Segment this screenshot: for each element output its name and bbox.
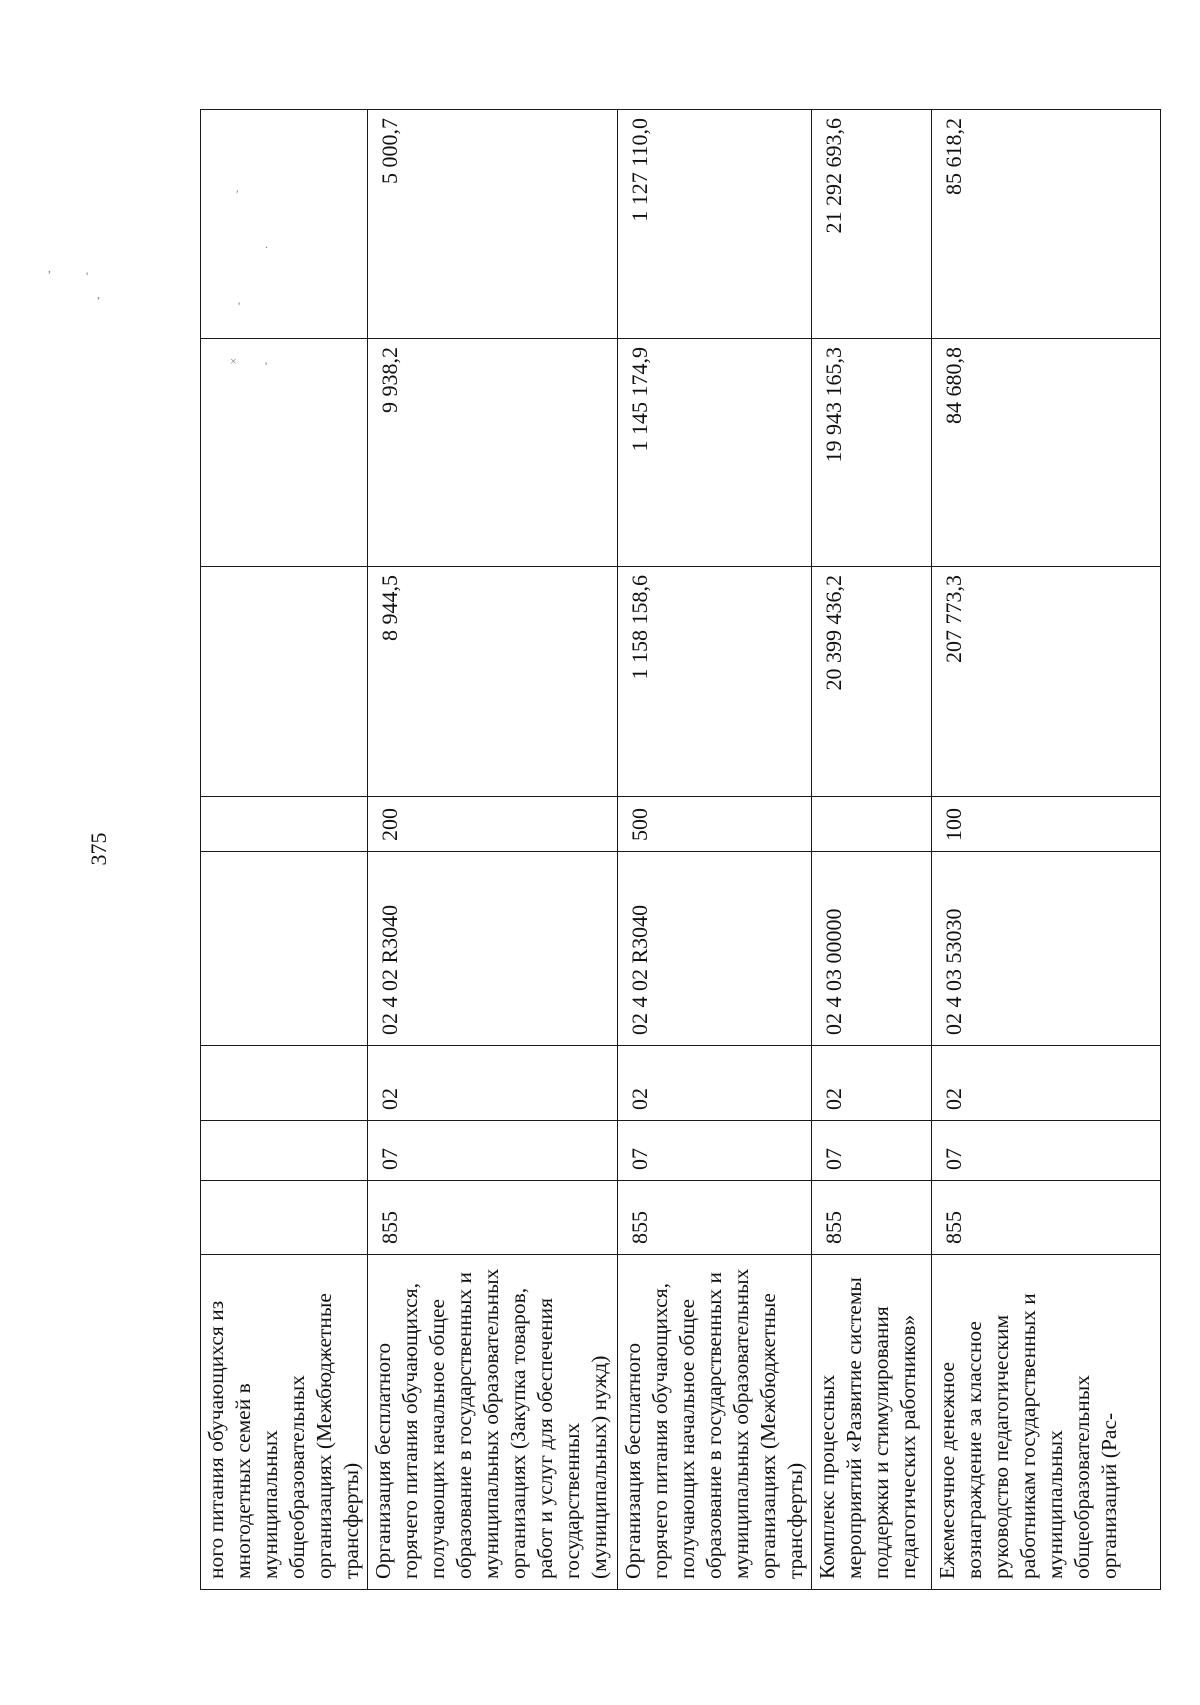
section-code-cell bbox=[201, 1121, 368, 1181]
amount-year2-cell: 84 680,8 bbox=[932, 339, 1161, 567]
scan-speck: . bbox=[265, 237, 268, 251]
row-name-cell: Ежемесячное денежное вознаграждение за классное руководство педагогическим работникам государственных и муниципальных общеобразовательных организаций (Рас- bbox=[932, 1255, 1161, 1590]
subsection-code-cell: 02 bbox=[618, 1046, 812, 1121]
section-code-cell: 07 bbox=[368, 1121, 618, 1181]
amount-year3-cell: 5 000,7 bbox=[368, 110, 618, 339]
amount-year2-cell bbox=[201, 339, 368, 567]
amount-year1-cell: 20 399 436,2 bbox=[812, 567, 932, 797]
section-code-cell: 07 bbox=[812, 1121, 932, 1181]
expense-type-cell bbox=[812, 797, 932, 852]
grbs-code-cell: 855 bbox=[618, 1181, 812, 1255]
section-code-cell: 07 bbox=[932, 1121, 1161, 1181]
table-row bbox=[618, 110, 812, 1590]
row-name-cell: ного питания обучающихся из многодетных семей в муниципальных общеобразовательных организациях (Межбюджетные трансферты) bbox=[201, 1255, 368, 1590]
amount-year1-cell: 1 158 158,6 bbox=[618, 567, 812, 797]
amount-year3-cell bbox=[201, 110, 368, 339]
row-name-cell: Организация бесплатного горячего питания обучающихся, получающих начальное общее образование в государственных и муниципальных образовательных организациях (Межбюджетные трансферты) bbox=[618, 1255, 812, 1590]
amount-year2-cell: 1 145 174,9 bbox=[618, 339, 812, 567]
grbs-code-cell: 855 bbox=[368, 1181, 618, 1255]
expense-type-cell bbox=[201, 797, 368, 852]
page-number: 375 bbox=[86, 832, 111, 866]
grbs-code-cell: 855 bbox=[812, 1181, 932, 1255]
scan-speck: , bbox=[48, 261, 51, 275]
amount-year3-cell: 21 292 693,6 bbox=[812, 110, 932, 339]
amount-year1-cell: 207 773,3 bbox=[932, 567, 1161, 797]
table-row bbox=[368, 110, 618, 1590]
section-code-cell: 07 bbox=[618, 1121, 812, 1181]
budget-table-wrapper bbox=[200, 110, 1121, 1590]
target-article-cell: 02 4 02 R3040 bbox=[618, 852, 812, 1046]
amount-year1-cell: 8 944,5 bbox=[368, 567, 618, 797]
row-name-cell: Комплекс процессных мероприятий «Развитие системы поддержки и стимулирования педагогических работников» bbox=[812, 1255, 932, 1590]
row-name-cell: Организация бесплатного горячего питания обучающихся, получающих начальное общее образование в государственных и муниципальных образовательных организациях (Закупка товаров, работ и услуг для обеспечения государственных (муниципальных) нужд) bbox=[368, 1255, 618, 1590]
table-row bbox=[812, 110, 932, 1590]
target-article-cell: 02 4 03 00000 bbox=[812, 852, 932, 1046]
amount-year2-cell: 19 943 165,3 bbox=[812, 339, 932, 567]
scan-speck: ' bbox=[265, 359, 268, 373]
subsection-code-cell bbox=[201, 1046, 368, 1121]
target-article-cell bbox=[201, 852, 368, 1046]
scan-speck: × bbox=[230, 354, 237, 368]
subsection-code-cell: 02 bbox=[932, 1046, 1161, 1121]
scan-speck: ' bbox=[86, 269, 89, 283]
scan-speck: ′ bbox=[236, 187, 239, 201]
expense-type-cell: 500 bbox=[618, 797, 812, 852]
target-article-cell: 02 4 03 53030 bbox=[932, 852, 1161, 1046]
amount-year3-cell: 85 618,2 bbox=[932, 110, 1161, 339]
expense-type-cell: 100 bbox=[932, 797, 1161, 852]
target-article-cell: 02 4 02 R3040 bbox=[368, 852, 618, 1046]
grbs-code-cell: 855 bbox=[932, 1181, 1161, 1255]
amount-year3-cell: 1 127 110,0 bbox=[618, 110, 812, 339]
amount-year1-cell bbox=[201, 567, 368, 797]
scan-speck: , bbox=[97, 287, 100, 301]
amount-year2-cell: 9 938,2 bbox=[368, 339, 618, 567]
expense-type-cell: 200 bbox=[368, 797, 618, 852]
table-row bbox=[201, 110, 368, 1590]
subsection-code-cell: 02 bbox=[368, 1046, 618, 1121]
subsection-code-cell: 02 bbox=[812, 1046, 932, 1121]
grbs-code-cell bbox=[201, 1181, 368, 1255]
budget-table bbox=[200, 109, 1161, 1590]
table-row bbox=[932, 110, 1161, 1590]
scan-speck: ' bbox=[238, 299, 241, 313]
